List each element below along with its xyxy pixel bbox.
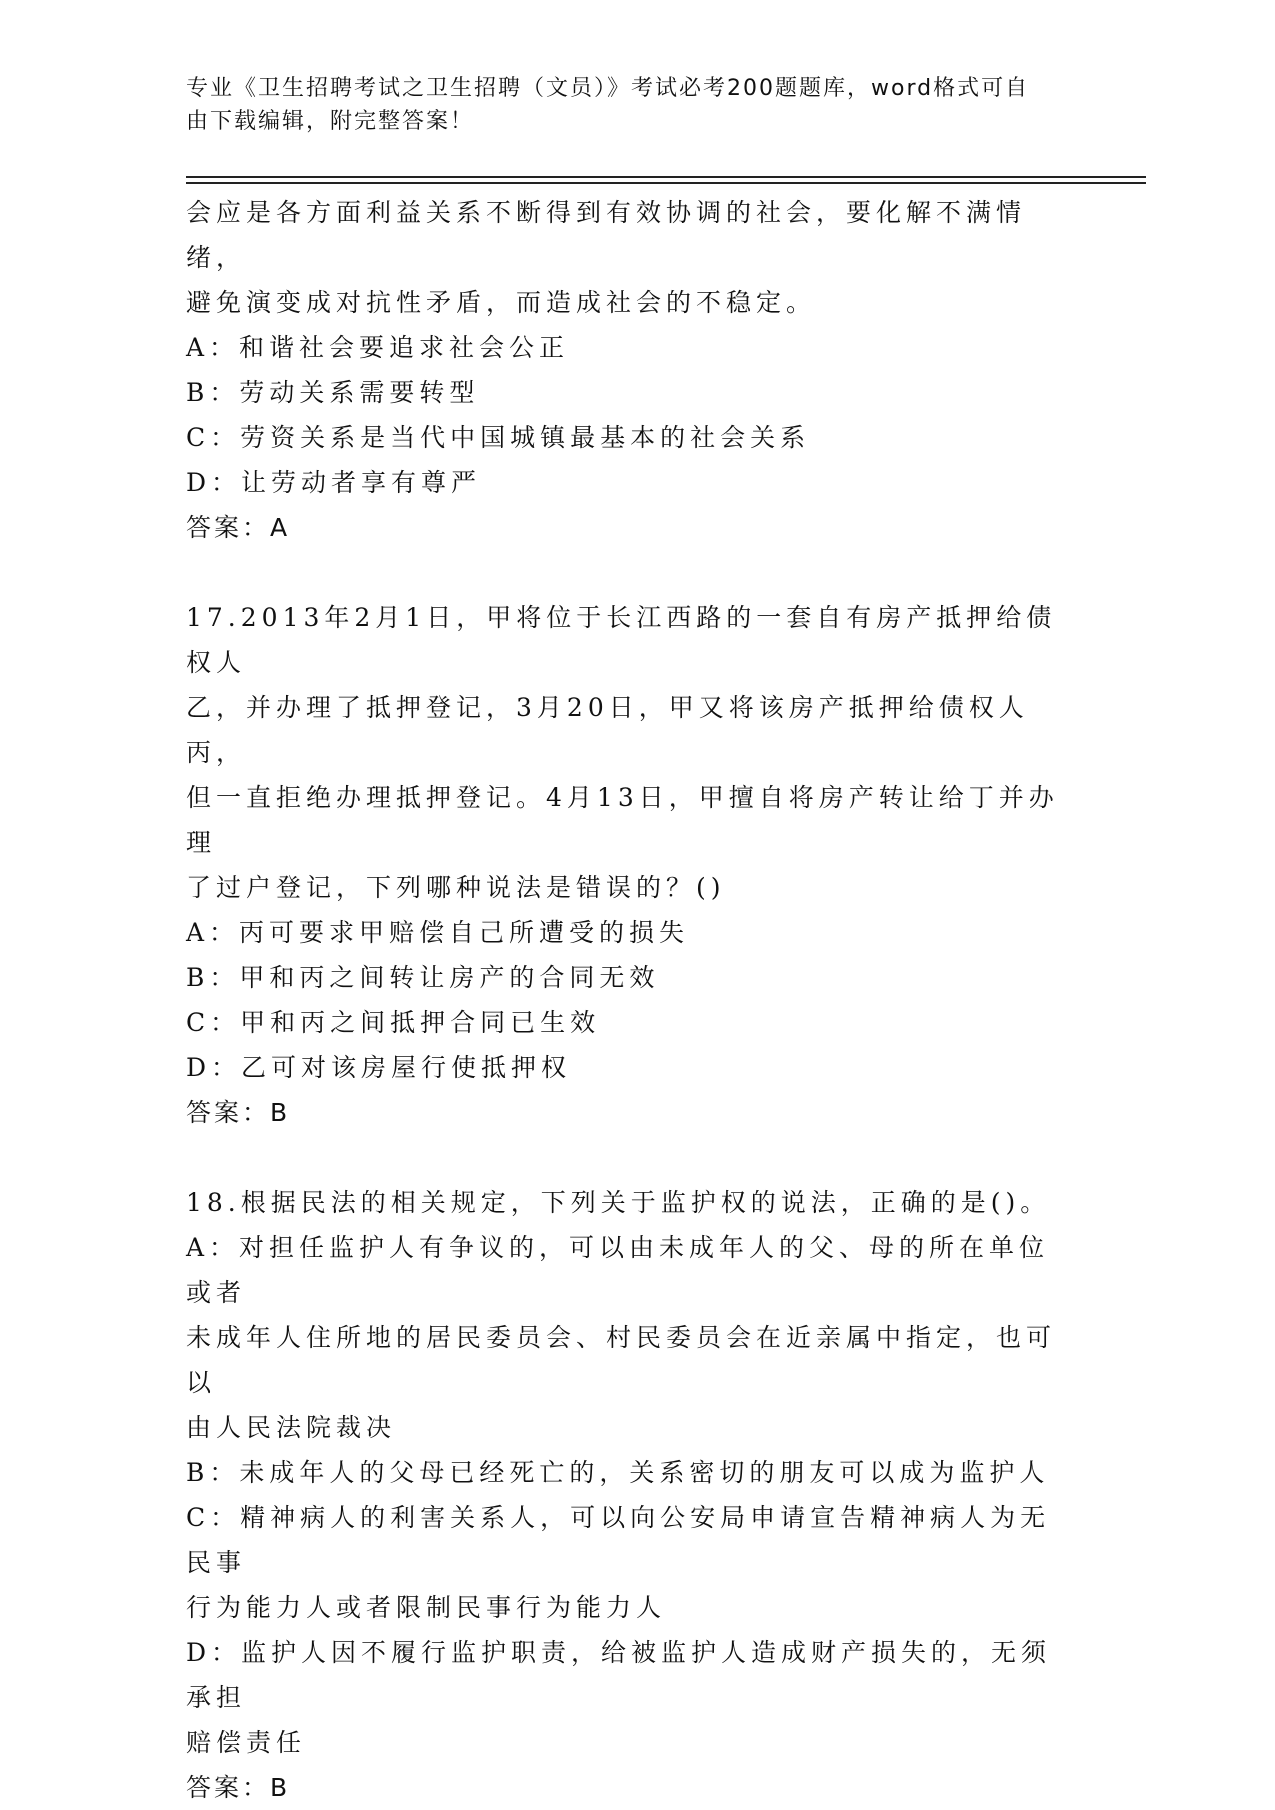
- question-18-option-d-line-2: 赔偿责任: [186, 1728, 307, 1757]
- question-18-option-b: B：未成年人的父母已经死亡的，关系密切的朋友可以成为监护人: [186, 1458, 1050, 1487]
- question-17-stem-line-3: 但一直拒绝办理抵押登记。4月13日，甲擅自将房产转让给丁并办理: [186, 783, 1059, 857]
- question-17-option-a: A：丙可要求甲赔偿自己所遭受的损失: [186, 918, 690, 947]
- question-list: [186, 190, 1076, 1810]
- question-spacer: [186, 550, 1076, 595]
- question-17-stem-line-2: 乙，并办理了抵押登记，3月20日，甲又将该房产抵押给债权人丙，: [186, 693, 1029, 767]
- header-line-1: 专业《卫生招聘考试之卫生招聘（文员）》考试必考200题题库，word格式可自: [186, 76, 1030, 101]
- question-17: [186, 595, 1076, 1135]
- question-16-option-d: D：让劳动者享有尊严: [186, 468, 482, 497]
- question-18-option-a-line-2: 未成年人住所地的居民委员会、村民委员会在近亲属中指定，也可以: [186, 1323, 1057, 1397]
- question-16-option-a: A：和谐社会要追求社会公正: [186, 333, 570, 362]
- question-16-option-c: C：劳资关系是当代中国城镇最基本的社会关系: [186, 423, 811, 452]
- question-18-option-d-line-1: D：监护人因不履行监护职责，给被监护人造成财产损失的，无须承担: [186, 1638, 1052, 1712]
- question-18-option-a-line-1: A：对担任监护人有争议的，可以由未成年人的父、母的所在单位或者: [186, 1233, 1050, 1307]
- question-17-answer: 答案：B: [186, 1098, 291, 1127]
- question-17-option-d: D：乙可对该房屋行使抵押权: [186, 1053, 572, 1082]
- header-line-2: 由下载编辑，附完整答案！: [186, 109, 475, 134]
- question-17-stem-line-4: 了过户登记，下列哪种说法是错误的？(): [186, 873, 726, 902]
- document-header: [186, 72, 1066, 138]
- question-18-option-c-line-2: 行为能力人或者限制民事行为能力人: [186, 1593, 667, 1622]
- header-divider-top: [186, 176, 1146, 178]
- question-18-option-a-line-3: 由人民法院裁决: [186, 1413, 397, 1442]
- question-17-option-c: C：甲和丙之间抵押合同已生效: [186, 1008, 601, 1037]
- question-17-stem-line-1: 17.2013年2月1日，甲将位于长江西路的一套自有房产抵押给债权人: [186, 603, 1057, 677]
- question-16-answer: 答案：A: [186, 513, 291, 542]
- question-16-stem-line-1: 会应是各方面利益关系不断得到有效协调的社会，要化解不满情绪，: [186, 198, 1027, 272]
- question-16: [186, 190, 1076, 550]
- question-18: [186, 1180, 1076, 1810]
- question-16-stem-line-2: 避免演变成对抗性矛盾，而造成社会的不稳定。: [186, 288, 817, 317]
- question-18-option-c-line-1: C：精神病人的利害关系人，可以向公安局申请宣告精神病人为无民事: [186, 1503, 1051, 1577]
- question-16-option-b: B：劳动关系需要转型: [186, 378, 480, 407]
- question-17-option-b: B：甲和丙之间转让房产的合同无效: [186, 963, 660, 992]
- question-18-answer: 答案：B: [186, 1773, 291, 1802]
- question-spacer: [186, 1135, 1076, 1180]
- question-18-stem-line-1: 18.根据民法的相关规定，下列关于监护权的说法，正确的是()。: [186, 1188, 1051, 1217]
- header-divider-bottom: [186, 182, 1146, 184]
